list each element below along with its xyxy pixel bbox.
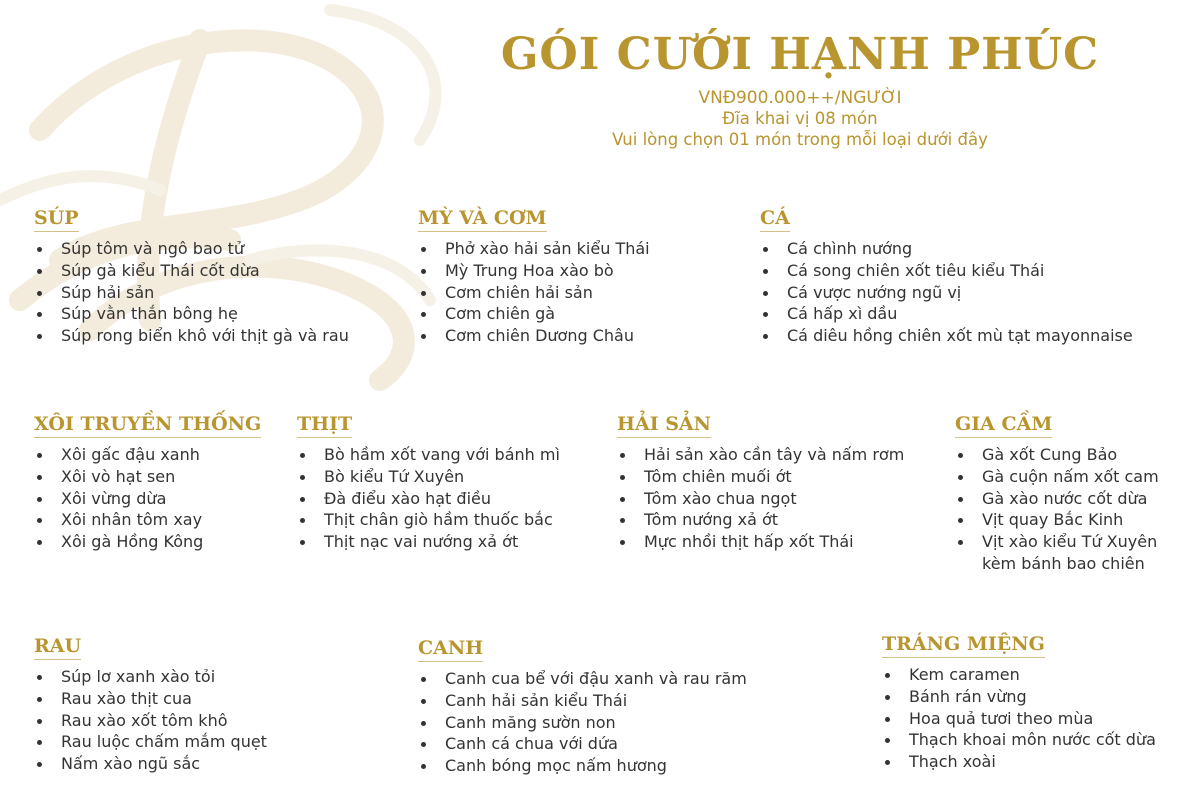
section-title: TRÁNG MIỆNG xyxy=(882,632,1045,658)
dish-list xyxy=(760,238,1133,347)
list-item: Rau xào xốt tôm khô xyxy=(34,710,267,732)
list-item: Xôi gấc đậu xanh xyxy=(34,444,261,466)
dish-list xyxy=(34,666,267,775)
list-item: Súp tôm và ngô bao tử xyxy=(34,238,349,260)
list-item: Rau luộc chấm mắm quẹt xyxy=(34,731,267,753)
section-trang-mieng xyxy=(882,632,1156,773)
list-item: Vịt xào kiểu Tứ Xuyên kèm bánh bao chiên xyxy=(955,531,1192,575)
list-item: Thịt nạc vai nướng xả ớt xyxy=(297,531,560,553)
list-item: Súp hải sản xyxy=(34,282,349,304)
list-item: Cá diêu hồng chiên xốt mù tạt mayonnaise xyxy=(760,325,1133,347)
list-item: Kem caramen xyxy=(882,664,1156,686)
list-item: Súp lơ xanh xào tỏi xyxy=(34,666,267,688)
list-item: Hải sản xào cần tây và nấm rơm xyxy=(617,444,904,466)
section-title: THỊT xyxy=(297,412,352,438)
list-item: Bò hầm xốt vang với bánh mì xyxy=(297,444,560,466)
list-item: Vịt quay Bắc Kinh xyxy=(955,509,1192,531)
list-item: Mực nhồi thịt hấp xốt Thái xyxy=(617,531,904,553)
menu-title: GÓI CƯỚI HẠNH PHÚC xyxy=(500,29,1100,80)
dish-list xyxy=(418,238,650,347)
section-title: CANH xyxy=(418,636,483,662)
list-item: Canh bóng mọc nấm hương xyxy=(418,755,747,777)
list-item: Thịt chân giò hầm thuốc bắc xyxy=(297,509,560,531)
dish-list xyxy=(955,444,1192,575)
list-item: Mỳ Trung Hoa xào bò xyxy=(418,260,650,282)
list-item: Cá hấp xì dầu xyxy=(760,303,1133,325)
section-gia-cam xyxy=(955,412,1192,575)
list-item: Cơm chiên Dương Châu xyxy=(418,325,650,347)
dish-list xyxy=(34,238,349,347)
list-item: Canh cua bể với đậu xanh và rau răm xyxy=(418,668,747,690)
list-item: Xôi nhân tôm xay xyxy=(34,509,261,531)
list-item: Bánh rán vừng xyxy=(882,686,1156,708)
section-my-com xyxy=(418,206,650,347)
list-item: Xôi vò hạt sen xyxy=(34,466,261,488)
section-title: MỲ VÀ CƠM xyxy=(418,206,547,232)
dish-list xyxy=(418,668,747,777)
list-item: Thạch xoài xyxy=(882,751,1156,773)
list-item: Canh cá chua với dứa xyxy=(418,733,747,755)
section-title: RAU xyxy=(34,634,81,660)
dish-list xyxy=(34,444,261,553)
section-hai-san xyxy=(617,412,904,553)
list-item: Tôm xào chua ngọt xyxy=(617,488,904,510)
dish-list xyxy=(882,664,1156,773)
list-item: Thạch khoai môn nước cốt dừa xyxy=(882,729,1156,751)
section-title: GIA CẦM xyxy=(955,412,1052,438)
list-item: Gà xào nước cốt dừa xyxy=(955,488,1192,510)
section-thit xyxy=(297,412,560,553)
dish-list xyxy=(617,444,904,553)
dish-list xyxy=(297,444,560,553)
list-item: Tôm chiên muối ớt xyxy=(617,466,904,488)
section-canh xyxy=(418,636,747,777)
list-item: Súp gà kiểu Thái cốt dừa xyxy=(34,260,349,282)
list-item: Súp rong biển khô với thịt gà và rau xyxy=(34,325,349,347)
list-item: Súp vằn thắn bông hẹ xyxy=(34,303,349,325)
list-item: Đà điểu xào hạt điều xyxy=(297,488,560,510)
list-item: Nấm xào ngũ sắc xyxy=(34,753,267,775)
list-item: Cơm chiên hải sản xyxy=(418,282,650,304)
section-sup xyxy=(34,206,349,347)
section-title: SÚP xyxy=(34,206,79,232)
choose-note: Vui lòng chọn 01 món trong mỗi loại dưới đây xyxy=(612,130,988,149)
list-item: Xôi gà Hồng Kông xyxy=(34,531,261,553)
list-item: Canh hải sản kiểu Thái xyxy=(418,690,747,712)
section-ca xyxy=(760,206,1133,347)
list-item: Cá chình nướng xyxy=(760,238,1133,260)
list-item: Cá song chiên xốt tiêu kiểu Thái xyxy=(760,260,1133,282)
list-item: Gà xốt Cung Bảo xyxy=(955,444,1192,466)
list-item: Phở xào hải sản kiểu Thái xyxy=(418,238,650,260)
list-item: Xôi vừng dừa xyxy=(34,488,261,510)
section-rau xyxy=(34,634,267,775)
list-item: Cá vược nướng ngũ vị xyxy=(760,282,1133,304)
list-item: Canh măng sườn non xyxy=(418,712,747,734)
list-item: Bò kiểu Tứ Xuyên xyxy=(297,466,560,488)
section-title: CÁ xyxy=(760,206,790,232)
list-item: Rau xào thịt cua xyxy=(34,688,267,710)
section-xoi xyxy=(34,412,261,553)
list-item: Gà cuộn nấm xốt cam xyxy=(955,466,1192,488)
menu-header xyxy=(500,28,1100,150)
section-title: HẢI SẢN xyxy=(617,412,711,438)
price-line: VNĐ900.000++/NGƯỜI xyxy=(698,88,902,108)
list-item: Cơm chiên gà xyxy=(418,303,650,325)
section-title: XÔI TRUYỀN THỐNG xyxy=(34,412,261,438)
list-item: Hoa quả tươi theo mùa xyxy=(882,708,1156,730)
appetizer-note: Đĩa khai vị 08 món xyxy=(722,109,878,128)
list-item: Tôm nướng xả ớt xyxy=(617,509,904,531)
